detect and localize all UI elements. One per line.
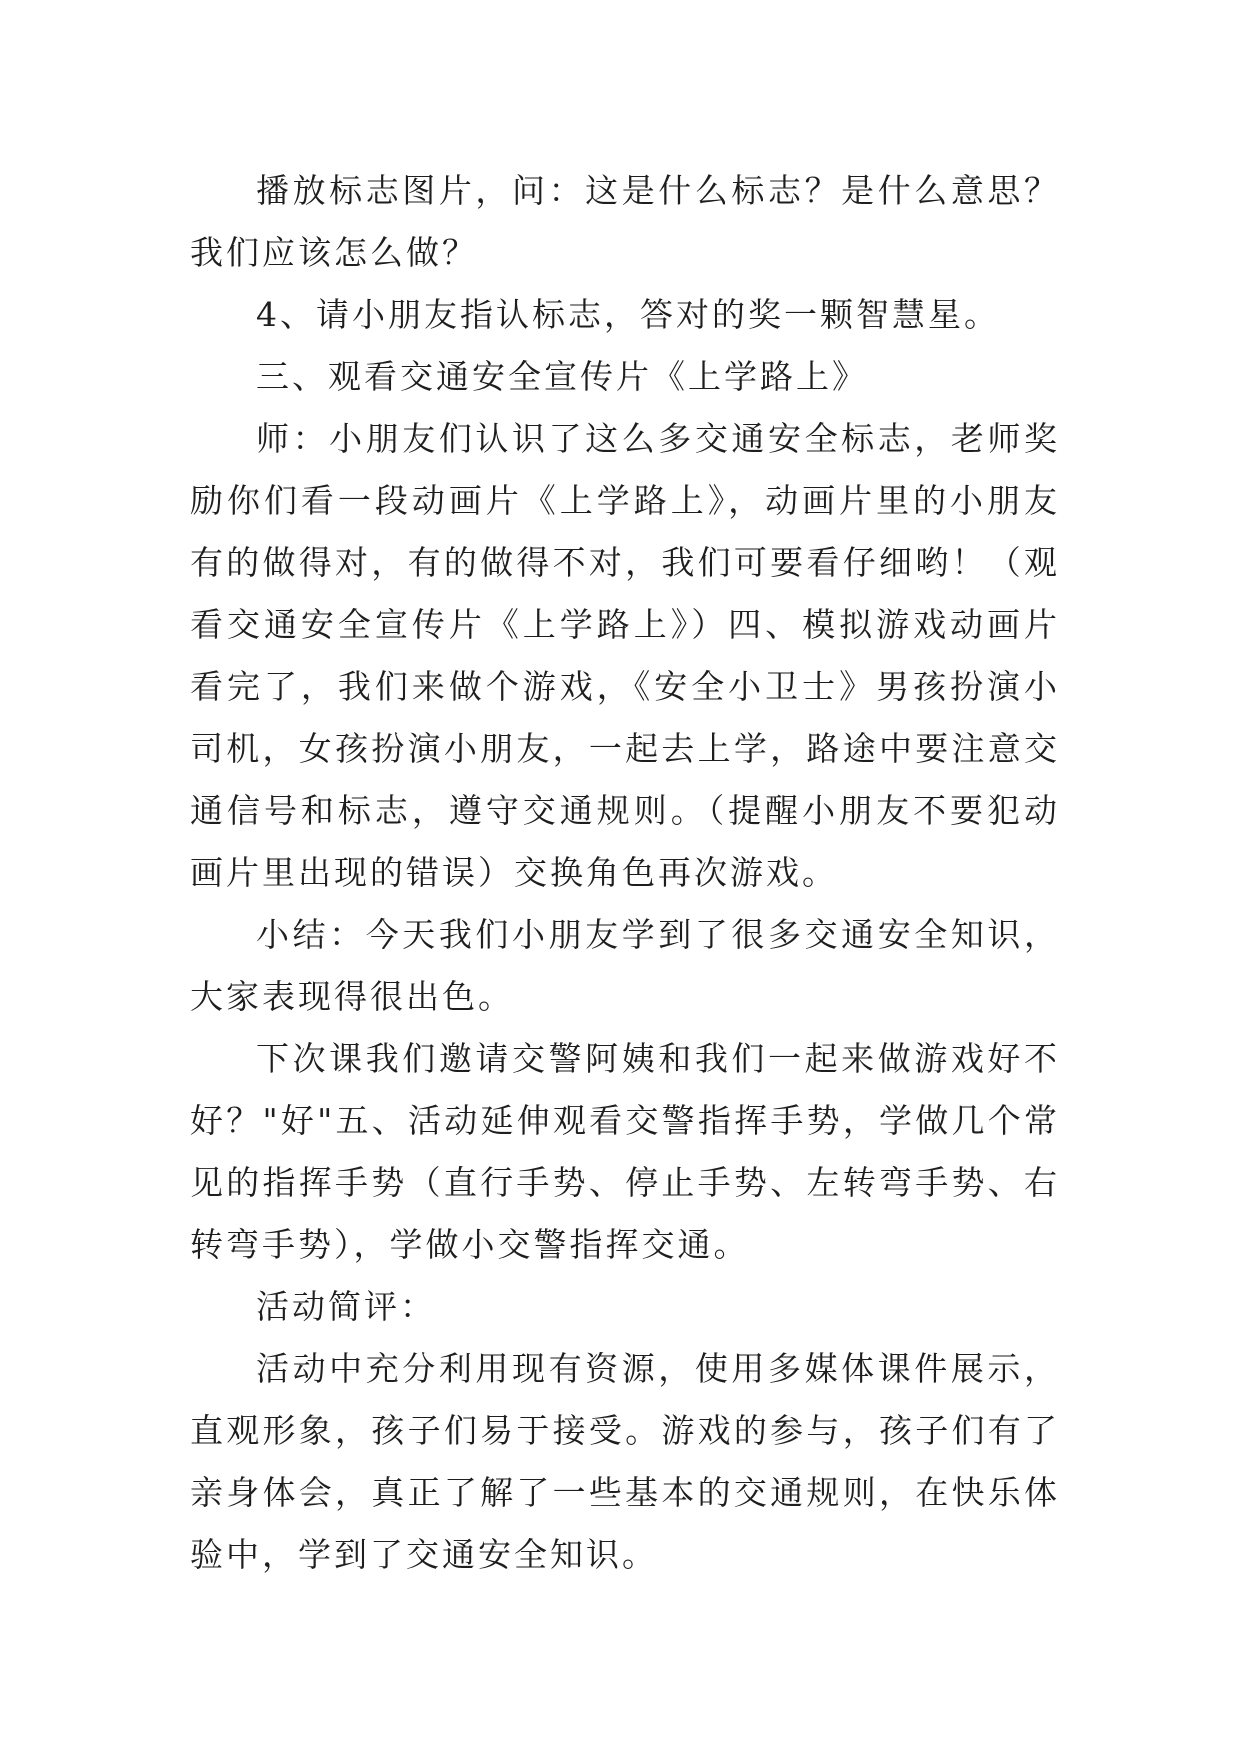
paragraph-sign-question: 播放标志图片，问：这是什么标志？是什么意思？我们应该怎么做？ [190, 171, 1060, 272]
document-body [190, 160, 1060, 1586]
paragraph-review-body: 活动中充分利用现有资源，使用多媒体课件展示，直观形象，孩子们易于接受。游戏的参与，孩子们有了亲身体会，真正了解了一些基本的交通规则，在快乐体验中，学到了交通安全知识。 [190, 1349, 1060, 1574]
paragraph-identify-signs: 4、请小朋友指认标志，答对的奖一颗智慧星。 [256, 295, 1000, 334]
paragraph-next-class-extension: 下次课我们邀请交警阿姨和我们一起来做游戏好不好？"好"五、活动延伸观看交警指挥手势，学做几个常见的指挥手势（直行手势、停止手势、左转弯手势、右转弯手势），学做小交警指挥交通。 [190, 1039, 1060, 1264]
section-heading-watch-video: 三、观看交通安全宣传片《上学路上》 [256, 357, 868, 396]
paragraph-summary: 小结：今天我们小朋友学到了很多交通安全知识，大家表现得很出色。 [190, 915, 1060, 1016]
section-heading-review: 活动简评： [256, 1287, 436, 1326]
paragraph-teacher-video-game: 师：小朋友们认识了这么多交通安全标志，老师奖励你们看一段动画片《上学路上》，动画片里的小朋友有的做得对，有的做得不对，我们可要看仔细哟！（观看交通安全宣传片《上学路上》）四、模拟游戏动画片看完了，我们来做个游戏，《安全小卫士》男孩扮演小司机，女孩扮演小朋友，一起去上学，路途中要注意交通信号和标志，遵守交通规则。（提醒小朋友不要犯动画片里出现的错误）交换角色再次游戏。 [190, 419, 1060, 892]
